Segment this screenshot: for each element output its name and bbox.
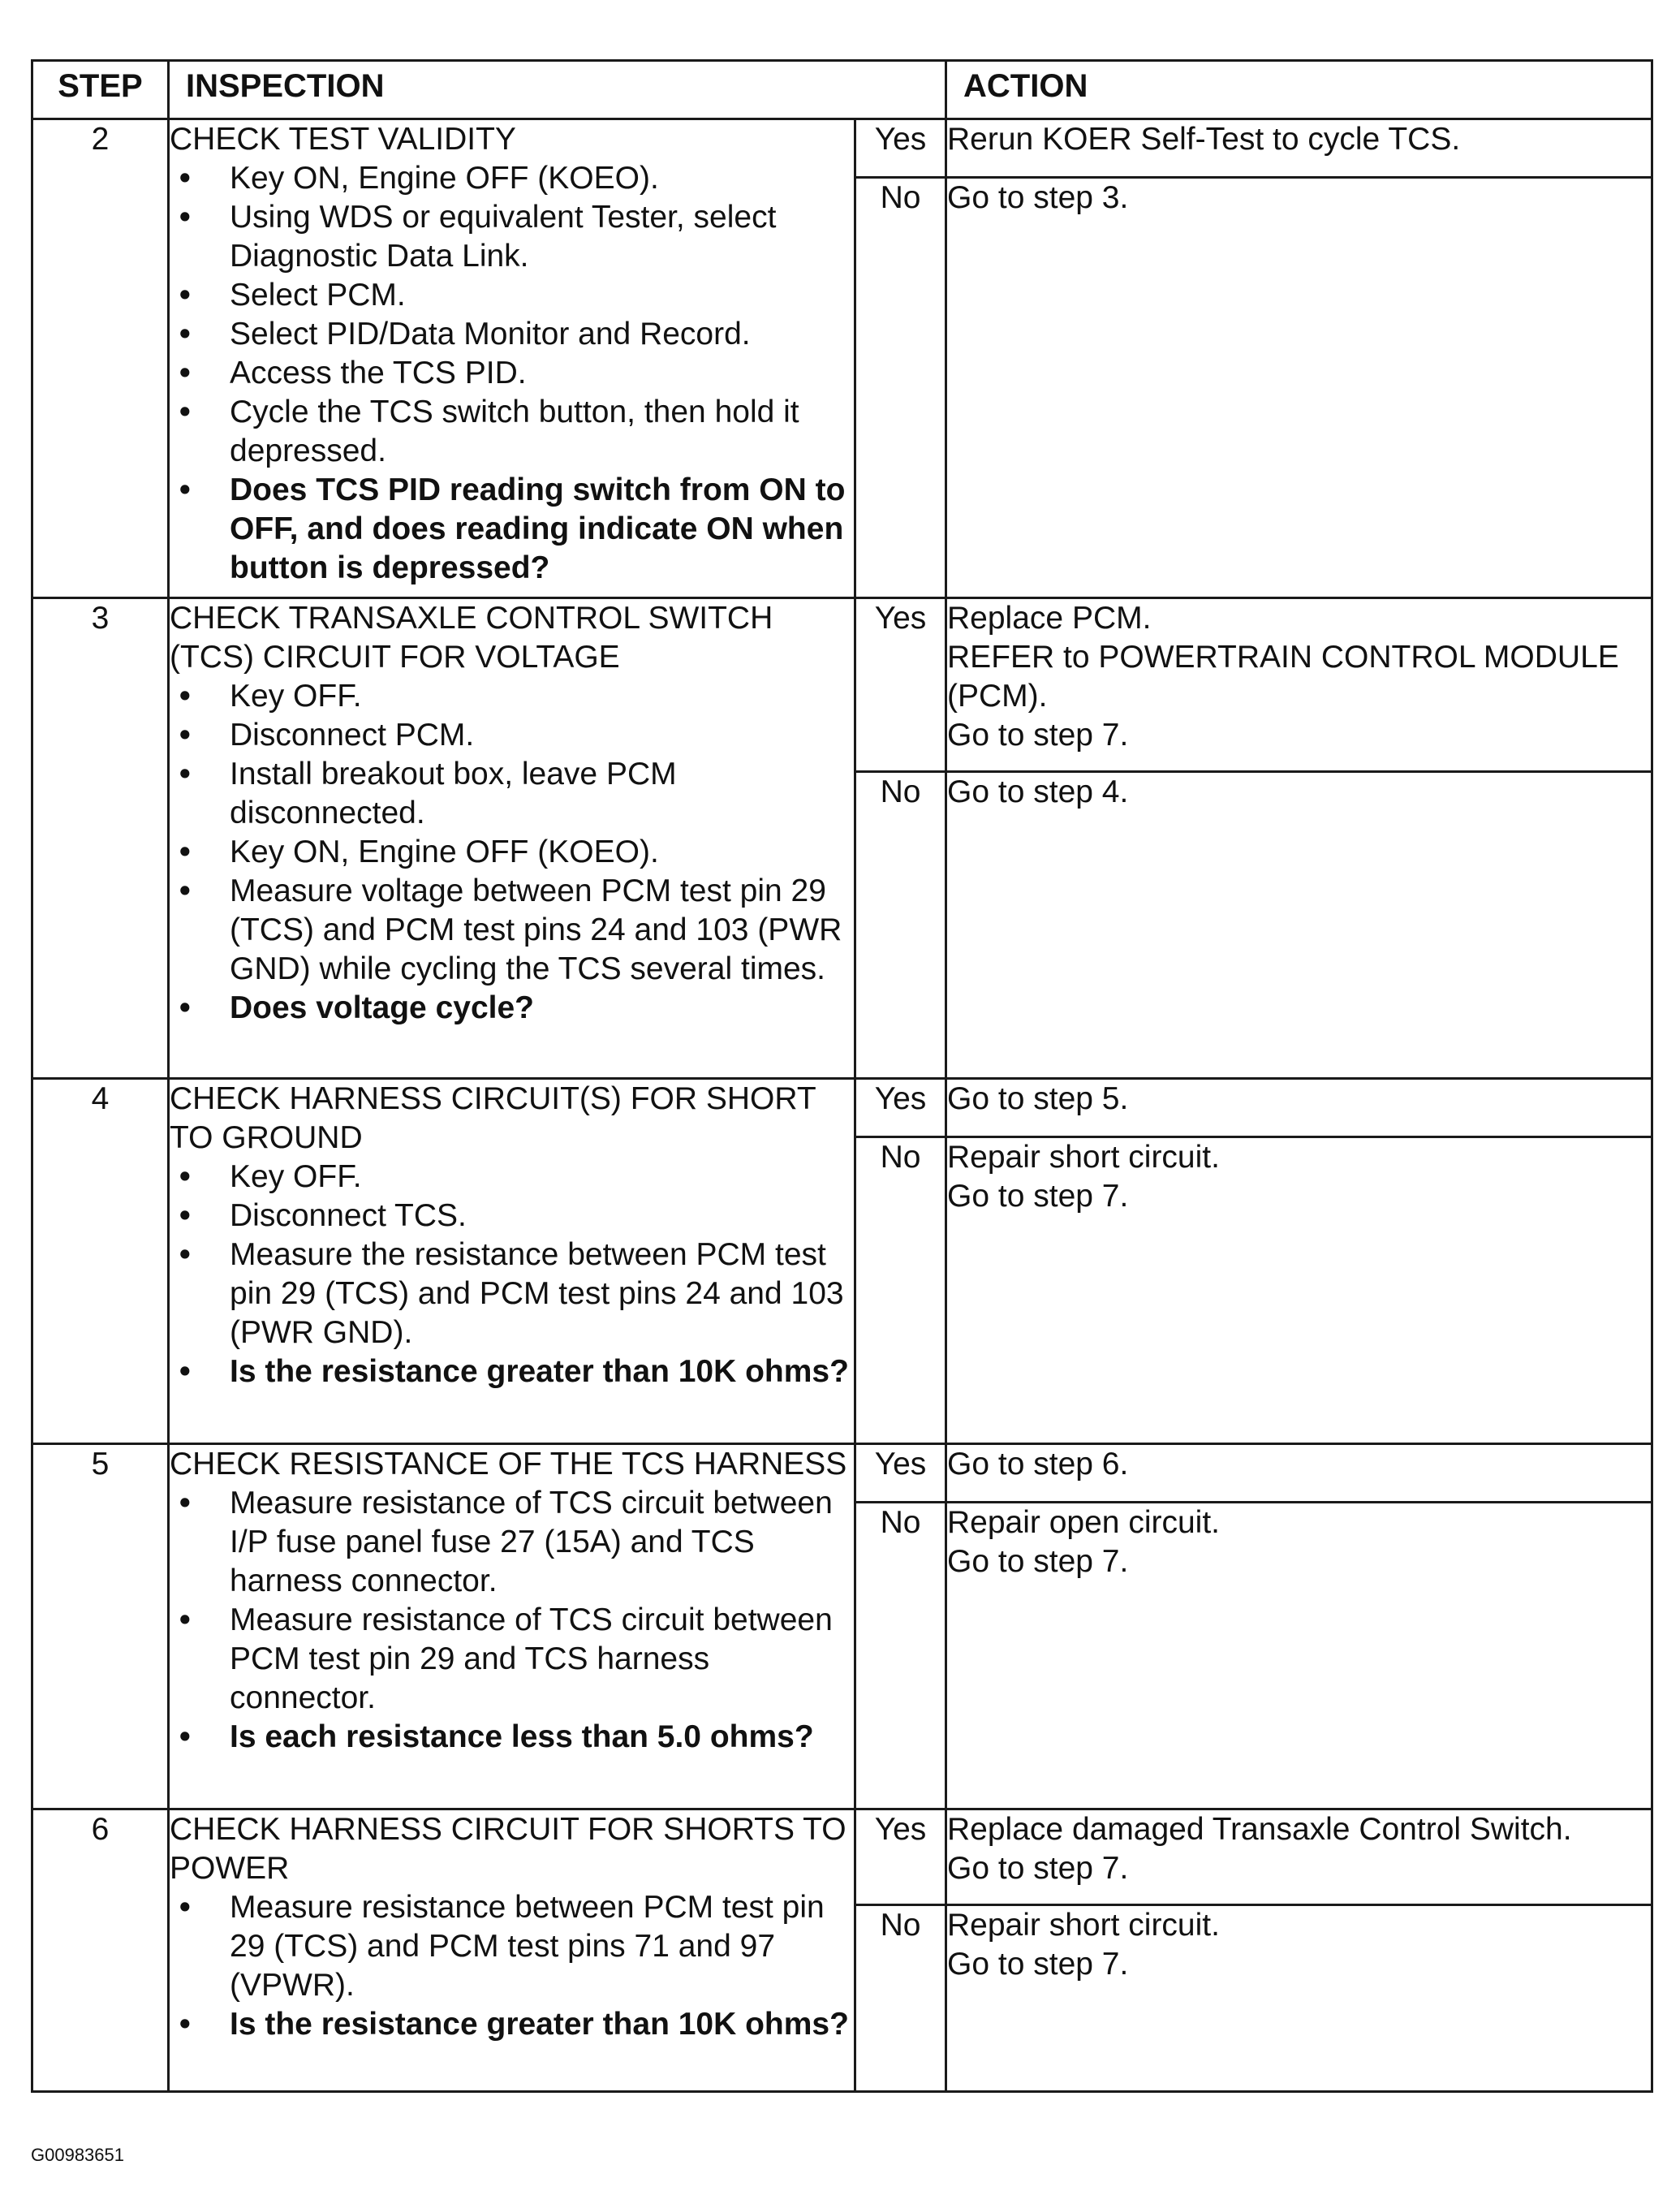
- inspection-step-item: • Using WDS or equivalent Tester, select Diagnostic Data Link.: [170, 198, 854, 276]
- yes-label: Yes: [855, 119, 946, 178]
- no-action-cell: [946, 772, 1652, 1079]
- step-row: [32, 598, 1652, 772]
- yes-action-cell: [946, 598, 1652, 772]
- no-action-line: Repair short circuit.: [947, 1908, 1220, 1943]
- yes-label: Yes: [855, 1809, 946, 1905]
- inspection-question: • Is the resistance greater than 10K ohms?: [170, 2005, 854, 2044]
- no-action-line: Go to step 4.: [947, 774, 1129, 809]
- inspection-steps-list: [170, 1888, 854, 2044]
- inspection-title: CHECK TRANSAXLE CONTROL SWITCH (TCS) CIRCUIT FOR VOLTAGE: [170, 601, 773, 675]
- yes-action-cell: [946, 119, 1652, 178]
- yes-label: Yes: [855, 1079, 946, 1137]
- no-action-line: Repair open circuit.: [947, 1505, 1221, 1540]
- inspection-cell: [169, 1444, 855, 1809]
- inspection-title: CHECK TEST VALIDITY: [170, 122, 516, 157]
- inspection-step-item: • Key ON, Engine OFF (KOEO).: [170, 833, 854, 872]
- no-action-line: Go to step 7.: [947, 1947, 1129, 1982]
- no-label: No: [855, 1503, 946, 1809]
- inspection-title: CHECK HARNESS CIRCUIT FOR SHORTS TO POWER: [170, 1812, 846, 1886]
- yes-action-cell: [946, 1809, 1652, 1905]
- step-row: [32, 1444, 1652, 1503]
- inspection-step-item: • Access the TCS PID.: [170, 354, 854, 393]
- inspection-question: • Is each resistance less than 5.0 ohms?: [170, 1718, 854, 1757]
- no-action-line: Go to step 7.: [947, 1179, 1129, 1214]
- inspection-step-item: • Measure resistance between PCM test pin 29 (TCS) and PCM test pins 71 and 97 (VPWR).: [170, 1888, 854, 2005]
- header-row: [32, 61, 1652, 119]
- inspection-title: CHECK RESISTANCE OF THE TCS HARNESS: [170, 1447, 847, 1482]
- yes-action-line: Replace damaged Transaxle Control Switch.: [947, 1812, 1572, 1847]
- yes-action-line: Go to step 7.: [947, 718, 1129, 753]
- inspection-step-item: • Cycle the TCS switch button, then hold it depressed.: [170, 393, 854, 471]
- inspection-question: • Does voltage cycle?: [170, 989, 854, 1028]
- yes-label: Yes: [855, 598, 946, 772]
- inspection-title: CHECK HARNESS CIRCUIT(S) FOR SHORT TO GROUND: [170, 1081, 816, 1155]
- inspection-steps-list: [170, 1158, 854, 1391]
- yes-action-line: Go to step 7.: [947, 1851, 1129, 1886]
- inspection-step-item: • Measure resistance of TCS circuit between I/P fuse panel fuse 27 (15A) and TCS harness connector.: [170, 1484, 854, 1601]
- step-number: 3: [32, 598, 169, 1079]
- inspection-column-header: INSPECTION: [169, 61, 946, 119]
- inspection-step-item: • Key OFF.: [170, 677, 854, 716]
- inspection-steps-list: [170, 677, 854, 1028]
- no-action-line: Repair short circuit.: [947, 1140, 1220, 1175]
- no-label: No: [855, 178, 946, 598]
- inspection-step-item: • Disconnect TCS.: [170, 1197, 854, 1236]
- step-row: [32, 119, 1652, 178]
- step-number: 6: [32, 1809, 169, 2092]
- yes-action-line: Go to step 6.: [947, 1447, 1129, 1482]
- no-label: No: [855, 1905, 946, 2092]
- yes-action-line: Rerun KOER Self-Test to cycle TCS.: [947, 122, 1461, 157]
- step-number: 5: [32, 1444, 169, 1809]
- yes-action-cell: [946, 1444, 1652, 1503]
- yes-action-line: Go to step 5.: [947, 1081, 1129, 1116]
- inspection-step-item: • Select PCM.: [170, 276, 854, 315]
- inspection-step-item: • Select PID/Data Monitor and Record.: [170, 315, 854, 354]
- inspection-step-item: • Install breakout box, leave PCM disconnected.: [170, 755, 854, 833]
- no-action-cell: [946, 1137, 1652, 1444]
- no-action-cell: [946, 1503, 1652, 1809]
- yes-action-cell: [946, 1079, 1652, 1137]
- no-label: No: [855, 772, 946, 1079]
- yes-action-line: REFER to POWERTRAIN CONTROL MODULE (PCM).: [947, 640, 1619, 714]
- inspection-cell: [169, 598, 855, 1079]
- step-number: 2: [32, 119, 169, 598]
- no-action-cell: [946, 178, 1652, 598]
- figure-code: G00983651: [31, 2145, 124, 2165]
- inspection-step-item: • Measure voltage between PCM test pin 29 (TCS) and PCM test pins 24 and 103 (PWR GND) while cycling the TCS several times.: [170, 872, 854, 989]
- inspection-step-item: • Measure the resistance between PCM test pin 29 (TCS) and PCM test pins 24 and 103 (PWR GND).: [170, 1236, 854, 1352]
- inspection-steps-list: [170, 1484, 854, 1757]
- yes-action-line: Replace PCM.: [947, 601, 1152, 636]
- step-number: 4: [32, 1079, 169, 1444]
- step-column-header: STEP: [32, 61, 169, 119]
- inspection-steps-list: [170, 159, 854, 588]
- inspection-cell: [169, 119, 855, 598]
- diagnostic-procedure-table: [31, 59, 1653, 2093]
- step-row: [32, 1809, 1652, 1905]
- step-row: [32, 1079, 1652, 1137]
- no-label: No: [855, 1137, 946, 1444]
- inspection-step-item: • Disconnect PCM.: [170, 716, 854, 755]
- yes-label: Yes: [855, 1444, 946, 1503]
- no-action-cell: [946, 1905, 1652, 2092]
- no-action-line: Go to step 7.: [947, 1544, 1129, 1579]
- procedure-body: [32, 119, 1652, 2092]
- action-column-header: ACTION: [946, 61, 1652, 119]
- inspection-cell: [169, 1809, 855, 2092]
- inspection-step-item: • Key ON, Engine OFF (KOEO).: [170, 159, 854, 198]
- inspection-question: • Does TCS PID reading switch from ON to OFF, and does reading indicate ON when button is depressed?: [170, 471, 854, 588]
- inspection-question: • Is the resistance greater than 10K ohms?: [170, 1352, 854, 1391]
- inspection-step-item: • Key OFF.: [170, 1158, 854, 1197]
- inspection-cell: [169, 1079, 855, 1444]
- no-action-line: Go to step 3.: [947, 180, 1129, 215]
- inspection-step-item: • Measure resistance of TCS circuit between PCM test pin 29 and TCS harness connector.: [170, 1601, 854, 1718]
